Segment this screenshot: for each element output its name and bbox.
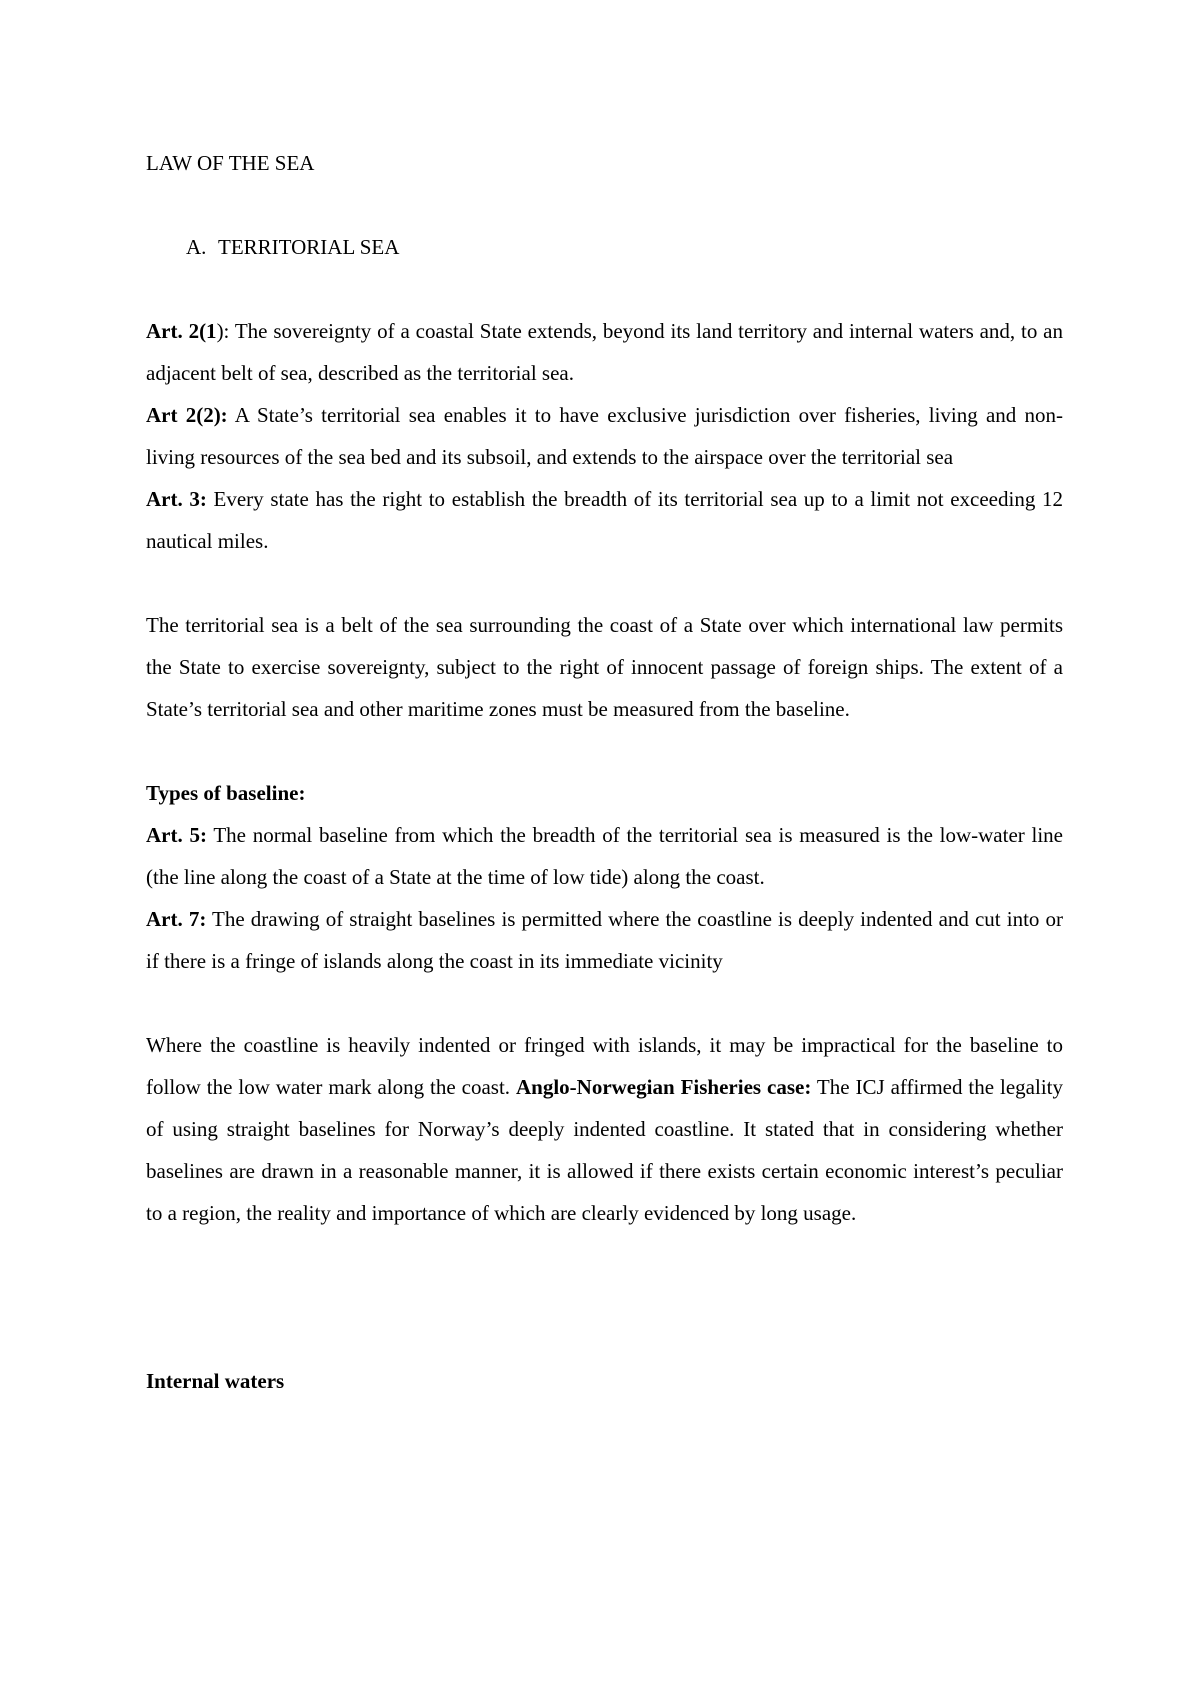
article-label: Art. 5:	[146, 823, 207, 847]
spacer	[146, 982, 1063, 1024]
paragraph-coastline	[146, 1024, 1063, 1234]
paragraph-text: Where the coastline is heavily indented or fringed with islands, it may be impractical for the baseline to follow the low water mark along the coast.	[146, 1033, 1063, 1099]
paragraph-territorial-sea: The territorial sea is a belt of the sea surrounding the coast of a State over which international law permits the State to exercise sovereignty, subject to the right of innocent passage of foreign ships. The extent of a State’s territorial sea and other maritime zones must be measured from the baseline.	[146, 613, 1063, 721]
article-5	[146, 814, 1063, 898]
document-body	[146, 142, 1063, 1402]
spacer	[146, 730, 1063, 772]
article-label: Art 2(2):	[146, 403, 228, 427]
internal-waters-heading: Internal waters	[146, 1369, 285, 1393]
article-2-2	[146, 394, 1063, 478]
section-heading-territorial-sea	[146, 226, 1063, 268]
baseline-heading: Types of baseline:	[146, 781, 306, 805]
article-text: Every state has the right to establish the breadth of its territorial sea up to a limit not exceeding 12 nautical miles.	[146, 487, 1063, 553]
section-title: TERRITORIAL SEA	[218, 235, 400, 259]
article-3	[146, 478, 1063, 562]
article-label: Art. 3:	[146, 487, 207, 511]
article-label: Art. 7:	[146, 907, 207, 931]
article-text: A State’s territorial sea enables it to have exclusive jurisdiction over fisheries, living and non-living resources of the sea bed and its subsoil, and extends to the airspace over the territorial sea	[146, 403, 1063, 469]
section-number: A.	[186, 235, 207, 259]
document-title: LAW OF THE SEA	[146, 151, 315, 175]
spacer	[146, 562, 1063, 604]
article-7	[146, 898, 1063, 982]
article-2-1	[146, 310, 1063, 394]
article-label: Art. 2(1	[146, 319, 217, 343]
article-label-tail: ):	[216, 319, 230, 343]
article-text: The sovereignty of a coastal State extends, beyond its land territory and internal waters and, to an adjacent belt of sea, described as the territorial sea.	[146, 319, 1063, 385]
spacer	[146, 1234, 1063, 1360]
case-name: Anglo-Norwegian Fisheries case:	[515, 1075, 812, 1099]
article-text: The drawing of straight baselines is permitted where the coastline is deeply indented and cut into or if there is a fringe of islands along the coast in its immediate vicinity	[146, 907, 1063, 973]
article-text: The normal baseline from which the breadth of the territorial sea is measured is the low-water line (the line along the coast of a State at the time of low tide) along the coast.	[146, 823, 1064, 889]
paragraph-text: The ICJ affirmed the legality of using straight baselines for Norway’s deeply indented coastline. It stated that in considering whether baselines are drawn in a reasonable manner, it is allowed if there exists certain economic interest’s peculiar to a region, the reality and importance of which are clearly evidenced by long usage.	[146, 1075, 1063, 1225]
